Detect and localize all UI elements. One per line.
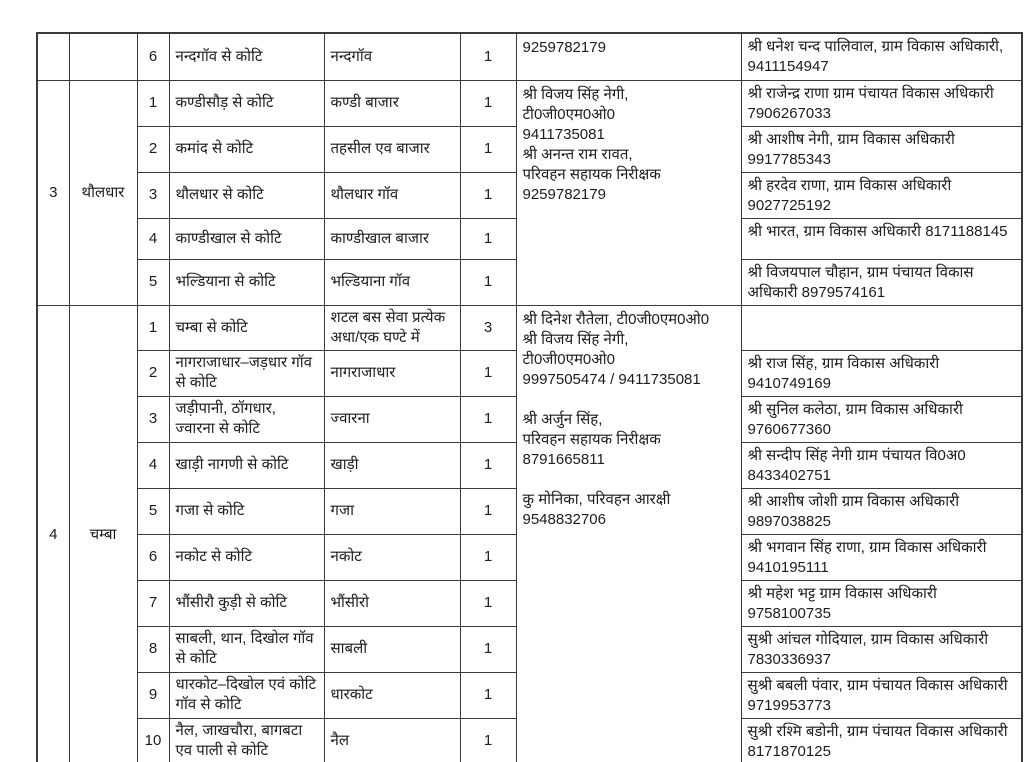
officer-cell: श्री आशीष जोशी ग्राम विकास अधिकारी 9897038825 [741,488,1022,534]
route-sub-number: 7 [137,580,169,626]
route-description: काण्डीखाल से कोटि [169,218,324,259]
stop-name: ज्वारना [324,396,460,442]
stop-name: कण्डी बाजार [324,80,460,126]
contact-line: 9259782179 [522,185,606,203]
officer-cell: श्री सुनिल कलेठा, ग्राम विकास अधिकारी 9760677360 [741,396,1022,442]
bus-count: 1 [460,126,516,172]
contact-line: 9548832706 [522,510,606,528]
officer-cell: श्री धनेश चन्द पालिवाल, ग्राम विकास अधिकारी, 9411154947 [741,33,1022,80]
officer-cell [741,305,1022,350]
stop-name: नन्दगॉव [324,33,460,80]
officer-cell: श्री सन्दीप सिंह नेगी ग्राम पंचायत वि0अ0 8433402751 [741,442,1022,488]
route-sub-number: 4 [137,442,169,488]
contact-line: टी0जी0एम0ओ0 [522,105,615,123]
route-description: चम्बा से कोटि [169,305,324,350]
officer-cell: श्री भारत, ग्राम विकास अधिकारी 8171188145 [741,218,1022,259]
stop-name: भल्डियाना गॉव [324,259,460,305]
stop-name: नकोट [324,534,460,580]
route-sub-number: 5 [137,259,169,305]
stop-name: भौंसीरो [324,580,460,626]
bus-count: 1 [460,218,516,259]
contact-line: श्री विजय सिंह नेगी, [522,85,629,103]
stop-name: धारकोट [324,672,460,718]
section-serial: 3 [37,80,69,305]
officer-cell: श्री हरदेव राणा, ग्राम विकास अधिकारी 9027725192 [741,172,1022,218]
stop-name: साबली [324,626,460,672]
route-description: नागराजाधार–जड़धार गॉव से कोटि [169,350,324,396]
contact-line: 9259782179 [522,39,606,56]
bus-count: 1 [460,350,516,396]
route-sub-number: 6 [137,534,169,580]
route-sub-number: 3 [137,172,169,218]
officer-cell: सुश्री बबली पंवार, ग्राम पंचायत विकास अधिकारी 9719953773 [741,672,1022,718]
bus-count: 1 [460,534,516,580]
bus-count: 1 [460,626,516,672]
route-sub-number: 4 [137,218,169,259]
contact-line: 9997505474 / 9411735081 [522,370,701,388]
route-description: थौलधार से कोटि [169,172,324,218]
stop-name: खाड़ी [324,442,460,488]
bus-count: 1 [460,396,516,442]
route-description: धारकोट–दिखोल एवं कोटि गॉव से कोटि [169,672,324,718]
officer-cell: श्री आशीष नेगी, ग्राम विकास अधिकारी 9917785343 [741,126,1022,172]
contact-line [523,390,735,410]
contact-line: टी0जी0एम0ओ0 [522,350,615,368]
route-description: भल्डियाना से कोटि [169,259,324,305]
route-description: खाड़ी नागणी से कोटि [169,442,324,488]
contact-line [523,470,735,490]
route-sub-number: 10 [137,718,169,762]
contact-cell [516,80,741,305]
block-name: थौलधार [69,80,137,305]
contact-line: कु मोनिका, परिवहन आरक्षी [522,490,671,508]
stop-name: शटल बस सेवा प्रत्येक अधा/एक घण्टे में [324,305,460,350]
route-sub-number: 8 [137,626,169,672]
officer-cell: श्री भगवान सिंह राणा, ग्राम विकास अधिकारी 9410195111 [741,534,1022,580]
bus-count: 1 [460,259,516,305]
contact-line: श्री अर्जुन सिंह, [522,410,603,428]
block-name [69,33,137,80]
bus-count: 1 [460,580,516,626]
bus-count: 1 [460,672,516,718]
section-serial: 4 [37,305,69,762]
table-body [37,33,1022,762]
bus-count: 1 [460,33,516,80]
route-description: कण्डीसौड़ से कोटि [169,80,324,126]
bus-count: 1 [460,488,516,534]
bus-count: 1 [460,718,516,762]
table-row [37,33,1022,80]
contact-line: श्री विजय सिंह नेगी, [522,330,629,348]
block-name: चम्बा [69,305,137,762]
route-description: गजा से कोटि [169,488,324,534]
bus-count: 3 [460,305,516,350]
officer-cell: श्री राजेन्द्र राणा ग्राम पंचायत विकास अधिकारी 7906267033 [741,80,1022,126]
contact-cell [516,33,741,80]
bus-count: 1 [460,172,516,218]
stop-name: नैल [324,718,460,762]
officer-cell: श्री महेश भट्ट ग्राम विकास अधिकारी 9758100735 [741,580,1022,626]
officer-cell: सुश्री आंचल गोदियाल, ग्राम विकास अधिकारी 7830336937 [741,626,1022,672]
route-sub-number: 2 [137,350,169,396]
route-sub-number: 2 [137,126,169,172]
section-serial [37,33,69,80]
route-description: नैल, जाखचौरा, बागबटा एव पाली से कोटि [169,718,324,762]
bus-route-table [36,32,1023,762]
route-sub-number: 1 [137,305,169,350]
route-description: नन्दगॉव से कोटि [169,33,324,80]
contact-line: 9411735081 [522,125,605,143]
contact-line: 8791665811 [522,450,605,468]
officer-cell: श्री विजयपाल चौहान, ग्राम पंचायत विकास अधिकारी 8979574161 [741,259,1022,305]
stop-name: तहसील एव बाजार [324,126,460,172]
stop-name: काण्डीखाल बाजार [324,218,460,259]
contact-line: श्री दिनेश रौतेला, टी0जी0एम0ओ0 [522,310,710,328]
contact-line: परिवहन सहायक निरीक्षक [522,165,661,183]
route-sub-number: 6 [137,33,169,80]
route-description: जड़ीपानी, ठॉगधार, ज्वारना से कोटि [169,396,324,442]
contact-cell [516,305,741,762]
route-sub-number: 3 [137,396,169,442]
officer-cell: श्री राज सिंह, ग्राम विकास अधिकारी 9410749169 [741,350,1022,396]
stop-name: नागराजाधार [324,350,460,396]
officer-cell: सुश्री रश्मि बडोनी, ग्राम पंचायत विकास अधिकारी 8171870125 [741,718,1022,762]
stop-name: गजा [324,488,460,534]
contact-line: श्री अनन्त राम रावत, [522,145,633,163]
route-description: कमांद से कोटि [169,126,324,172]
route-sub-number: 9 [137,672,169,718]
table-row [37,80,1022,126]
contact-line: परिवहन सहायक निरीक्षक [522,430,661,448]
bus-count: 1 [460,442,516,488]
bus-count: 1 [460,80,516,126]
stop-name: थौलधार गॉव [324,172,460,218]
route-sub-number: 5 [137,488,169,534]
route-sub-number: 1 [137,80,169,126]
route-description: साबली, थान, दिखोल गॉव से कोटि [169,626,324,672]
table-row [37,305,1022,350]
route-description: नकोट से कोटि [169,534,324,580]
route-description: भौंसीरौ कुड़ी से कोटि [169,580,324,626]
